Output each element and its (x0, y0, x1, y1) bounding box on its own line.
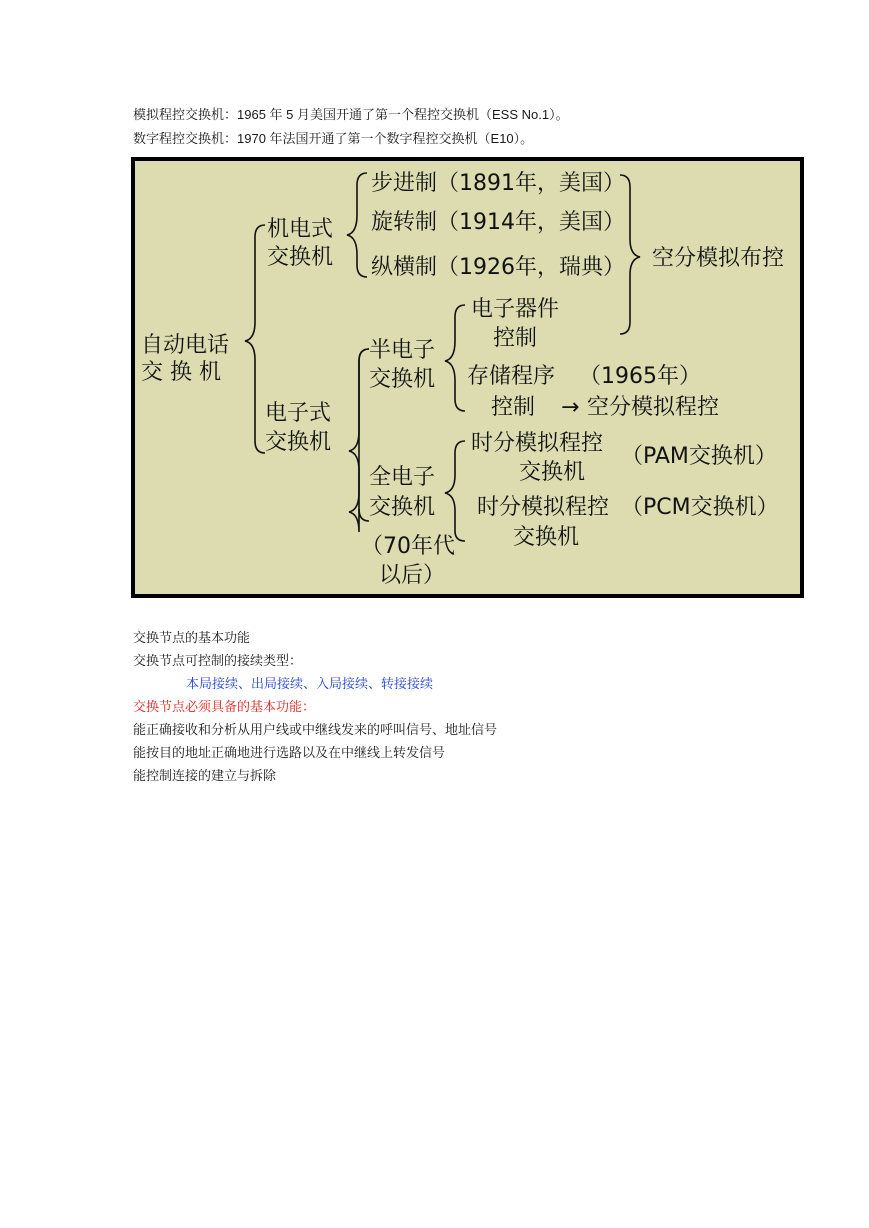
component-control-label-2: 控制 (493, 326, 538, 351)
root-label-2: 交 换 机 (141, 360, 221, 385)
seventies-label-1: （70年代 (361, 534, 455, 559)
electronic-label-1: 电子式 (265, 401, 332, 426)
pam-name-2: 交换机 (519, 460, 586, 485)
function-item-2: 能按目的地址正确地进行选路以及在中继线上转发信号 (133, 746, 446, 761)
switch-classification-diagram (131, 157, 804, 598)
space-analog-program-label: 空分模拟程控 (587, 395, 720, 420)
electromech-label-1: 机电式 (267, 217, 334, 242)
electronic-label-2: 交换机 (265, 430, 332, 455)
pcm-tag: （PCM交换机） (621, 495, 779, 520)
root-label-1: 自动电话 (141, 333, 230, 358)
intro-analog-line: 模拟程控交换机：1965 年 5 月美国开通了第一个程控交换机（ESS No.1）。 (133, 107, 569, 122)
full-electronic-label-2: 交换机 (369, 495, 436, 520)
seventies-label-2: 以后） (379, 563, 446, 588)
pam-tag: （PAM交换机） (621, 444, 777, 469)
control-label: 控制 (491, 395, 536, 420)
step-by-step-label: 步进制（1891年，美国） (371, 171, 625, 196)
crossbar-label: 纵横制（1926年，瑞典） (371, 255, 625, 280)
component-control-label-1: 电子器件 (471, 297, 560, 322)
pcm-name-2: 交换机 (513, 525, 580, 550)
pcm-name-1: 时分模拟程控 (477, 495, 610, 520)
arrow-icon: → (561, 395, 580, 420)
year-1965-label: （1965年） (579, 364, 701, 389)
function-item-3: 能控制连接的建立与拆除 (133, 769, 277, 784)
connection-types-list: 本局接续、出局接续、入局接续、转接接续 (186, 677, 434, 692)
full-electronic-label-1: 全电子 (369, 465, 436, 490)
pam-name-1: 时分模拟程控 (471, 431, 604, 456)
function-item-1: 能正确接收和分析从用户线或中继线发来的呼叫信号、地址信号 (133, 723, 498, 738)
semi-electronic-label-2: 交换机 (369, 367, 436, 392)
semi-electronic-label-1: 半电子 (369, 338, 436, 363)
stored-program-label: 存储程序 (467, 364, 556, 389)
intro-digital-line: 数字程控交换机：1970 年法国开通了第一个数字程控交换机（E10）。 (133, 131, 534, 146)
connection-types-label: 交换节点可控制的接续类型： (133, 654, 303, 669)
rotary-label: 旋转制（1914年，美国） (371, 210, 625, 235)
space-analog-label: 空分模拟布控 (652, 246, 785, 271)
required-functions-heading: 交换节点必须具备的基本功能： (133, 700, 316, 715)
electromech-label-2: 交换机 (267, 245, 334, 270)
functions-heading: 交换节点的基本功能 (133, 631, 251, 646)
